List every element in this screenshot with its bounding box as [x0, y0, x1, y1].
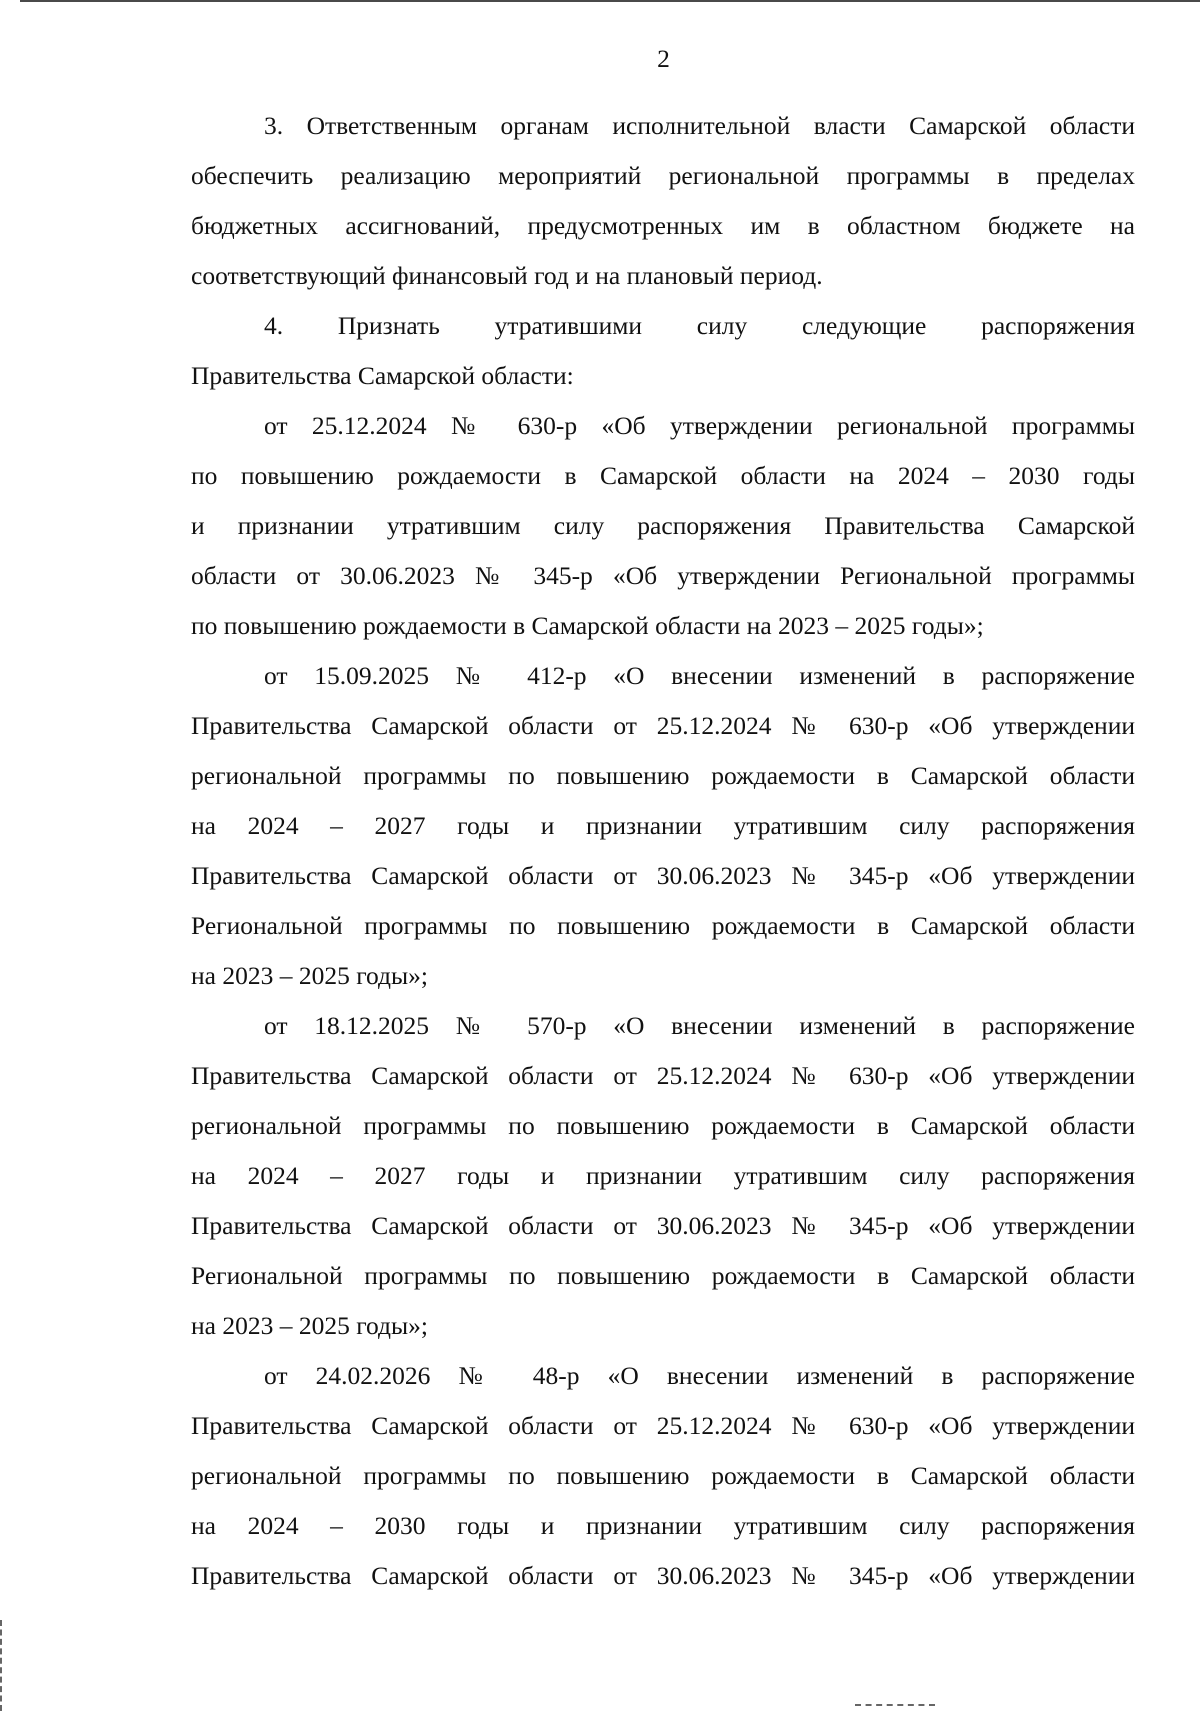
text-line: 3. Ответственным органам исполнительной власти Самарской области	[264, 111, 1135, 140]
text-line: обеспечить реализацию мероприятий региональной программы в пределах	[191, 161, 1135, 190]
page-number: 2	[657, 44, 670, 73]
text-line: на 2024 – 2027 годы и признании утратившим силу распоряжения	[191, 811, 1135, 840]
text-line: на 2023 – 2025 годы»;	[191, 1311, 428, 1340]
text-line: от 15.09.2025 № 412-р «О внесении изменений в распоряжение	[264, 661, 1135, 690]
text-line: Региональной программы по повышению рождаемости в Самарской области	[191, 1261, 1135, 1290]
text-line: от 25.12.2024 № 630-р «Об утверждении региональной программы	[264, 411, 1135, 440]
text-line: по повышению рождаемости в Самарской области на 2023 – 2025 годы»;	[191, 611, 984, 640]
text-line: по повышению рождаемости в Самарской области на 2024 – 2030 годы	[191, 461, 1135, 490]
text-line: на 2023 – 2025 годы»;	[191, 961, 428, 990]
text-line: региональной программы по повышению рождаемости в Самарской области	[191, 1461, 1135, 1490]
text-line: на 2024 – 2030 годы и признании утратившим силу распоряжения	[191, 1511, 1135, 1540]
scan-left-edge	[0, 1620, 2, 1711]
text-line: бюджетных ассигнований, предусмотренных им в областном бюджете на	[191, 211, 1135, 240]
text-line: Региональной программы по повышению рождаемости в Самарской области	[191, 911, 1135, 940]
text-line: Правительства Самарской области:	[191, 361, 574, 390]
text-line: Правительства Самарской области от 25.12.2024 № 630-р «Об утверждении	[191, 1061, 1135, 1090]
text-line: Правительства Самарской области от 25.12.2024 № 630-р «Об утверждении	[191, 711, 1135, 740]
text-line: от 18.12.2025 № 570-р «О внесении изменений в распоряжение	[264, 1011, 1135, 1040]
scan-bottom-marks	[855, 1704, 935, 1706]
text-line: региональной программы по повышению рождаемости в Самарской области	[191, 1111, 1135, 1140]
text-line: Правительства Самарской области от 30.06.2023 № 345-р «Об утверждении	[191, 1561, 1135, 1590]
text-line: Правительства Самарской области от 30.06.2023 № 345-р «Об утверждении	[191, 861, 1135, 890]
text-line: области от 30.06.2023 № 345-р «Об утверждении Региональной программы	[191, 561, 1135, 590]
text-line: региональной программы по повышению рождаемости в Самарской области	[191, 761, 1135, 790]
text-line: Правительства Самарской области от 25.12.2024 № 630-р «Об утверждении	[191, 1411, 1135, 1440]
text-line: 4. Признать утратившими силу следующие распоряжения	[264, 311, 1135, 340]
text-line: от 24.02.2026 № 48-р «О внесении изменений в распоряжение	[264, 1361, 1135, 1390]
text-line: соответствующий финансовый год и на плановый период.	[191, 261, 823, 290]
scan-top-edge	[20, 0, 1200, 2]
text-line: Правительства Самарской области от 30.06.2023 № 345-р «Об утверждении	[191, 1211, 1135, 1240]
text-line: и признании утратившим силу распоряжения Правительства Самарской	[191, 511, 1135, 540]
text-line: на 2024 – 2027 годы и признании утратившим силу распоряжения	[191, 1161, 1135, 1190]
document-body	[191, 101, 1135, 1601]
document-text	[191, 101, 1135, 1601]
